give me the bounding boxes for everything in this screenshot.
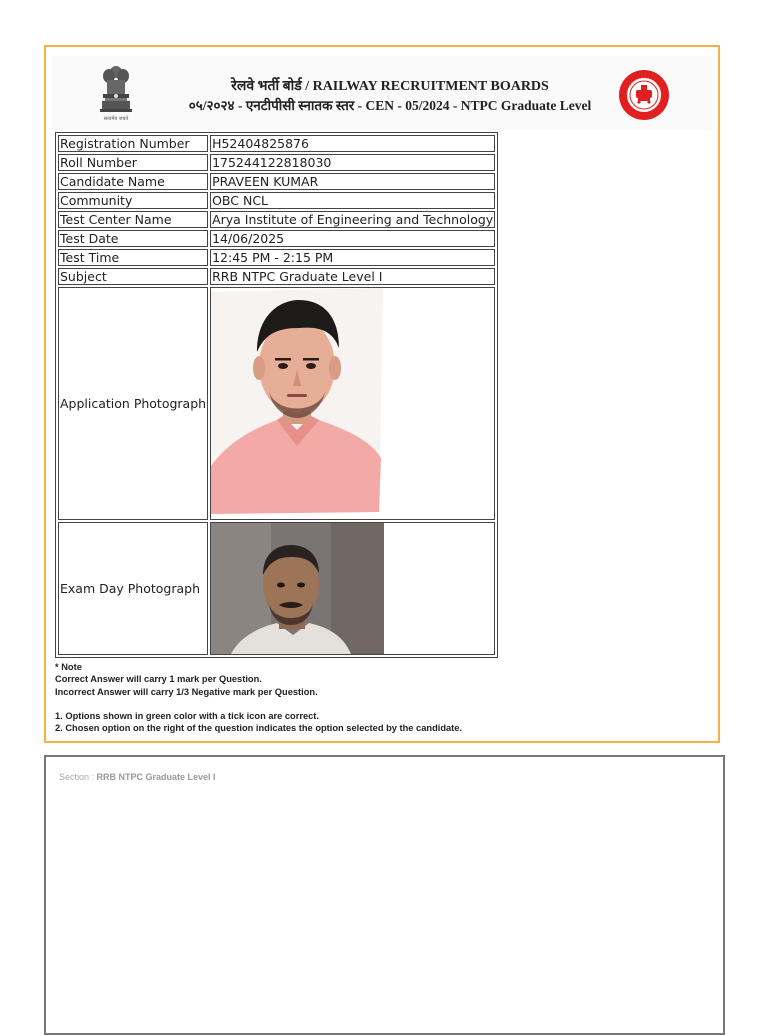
exam-day-photograph [211, 523, 384, 654]
row-label: Community [58, 192, 208, 209]
application-photograph [211, 288, 384, 519]
roll-number-value: 175244122818030 [210, 154, 495, 171]
exam-day-photo-cell [210, 522, 495, 655]
row-label: Registration Number [58, 135, 208, 152]
test-center-value: Arya Institute of Engineering and Technology [212, 212, 494, 227]
application-photograph-label: Application Photograph [58, 287, 208, 520]
section-prefix: Section : [59, 772, 97, 782]
note-line: 1. Options shown in green color with a tick icon are correct. [55, 710, 319, 721]
test-date-value: 14/06/2025 [210, 230, 495, 247]
row-label: Test Date [58, 230, 208, 247]
table-row [58, 135, 495, 152]
application-photo-cell [210, 287, 495, 520]
row-label: Test Time [58, 249, 208, 266]
emblem-caption: सत्यमेव जयते [103, 116, 129, 122]
table-row [58, 287, 495, 520]
table-row [58, 249, 495, 266]
table-row [58, 268, 495, 285]
table-row [58, 522, 495, 655]
note-line: 2. Chosen option on the right of the question indicates the option selected by the candidate. [55, 723, 463, 734]
test-time-value: 12:45 PM - 2:15 PM [210, 249, 495, 266]
exam-day-photograph-label: Exam Day Photograph [58, 522, 208, 655]
row-label: Candidate Name [58, 173, 208, 190]
indian-railways-logo-icon [617, 68, 671, 122]
table-row [58, 192, 495, 209]
note-spacer [55, 698, 462, 710]
header-title: रेलवे भर्ती बोर्ड / RAILWAY RECRUITMENT BOARDS [231, 79, 549, 94]
table-row [58, 211, 495, 228]
row-label: Subject [58, 268, 208, 285]
notes-block [55, 661, 462, 734]
subject-value: RRB NTPC Graduate Level I [210, 268, 495, 285]
section-name: RRB NTPC Graduate Level I [96, 772, 216, 782]
table-row [58, 173, 495, 190]
table-row [58, 154, 495, 171]
registration-number-value: H52404825876 [210, 135, 495, 152]
row-label: Test Center Name [58, 211, 208, 228]
candidate-info-table [55, 132, 498, 658]
note-line: Correct Answer will carry 1 mark per Question. [55, 674, 262, 685]
section-panel [44, 755, 725, 1035]
note-line: Incorrect Answer will carry 1/3 Negative mark per Question. [55, 686, 318, 697]
note-heading: * Note [55, 662, 82, 672]
table-row [58, 230, 495, 247]
candidate-name-value: PRAVEEN KUMAR [210, 173, 495, 190]
header-subtitle: ०५/२०२४ - एनटीपीसी स्नातक स्तर - CEN - 05/2024 - NTPC Graduate Level [188, 98, 592, 113]
community-value: OBC NCL [210, 192, 495, 209]
section-heading [59, 772, 216, 782]
row-label: Roll Number [58, 154, 208, 171]
